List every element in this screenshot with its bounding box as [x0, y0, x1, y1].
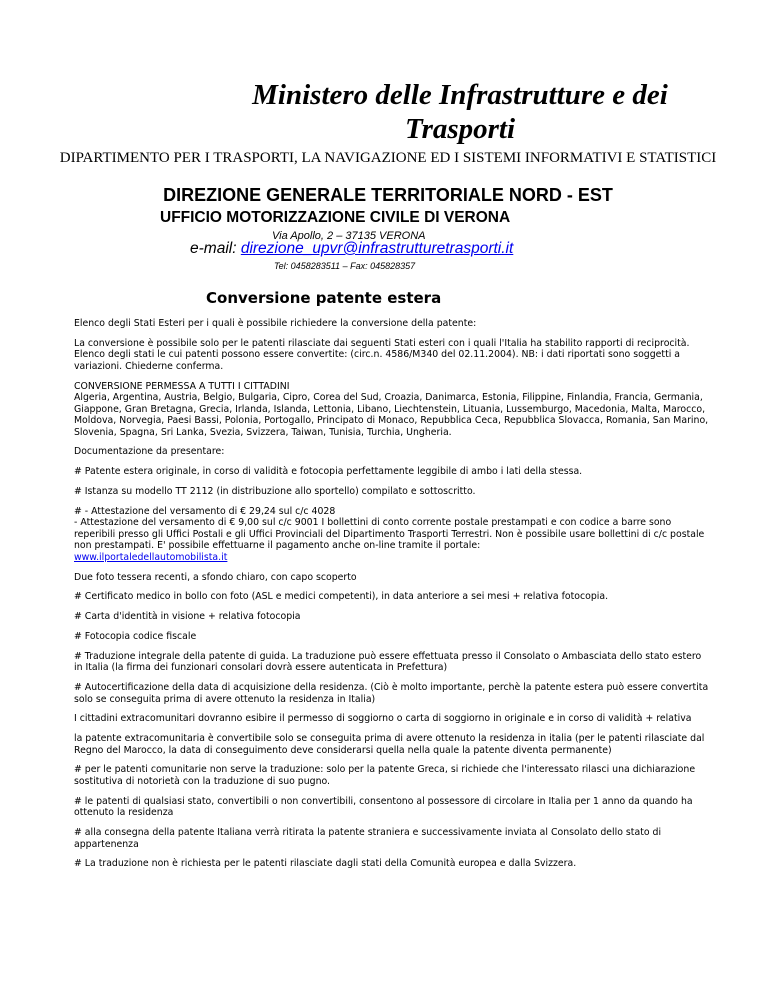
extracomunitaria-patente-paragraph: la patente extracomunitaria è convertibile solo se conseguita prima di avere ottenuto la residenza in italia (per le patenti rilasciate dal Regno del Marocco, la data di conseguimento deve considerarsi quella nella quale la patente diventa permanente) [74, 733, 705, 756]
portal-link[interactable]: www.ilportaledellautomobilista.it [74, 551, 228, 563]
item-autocertificazione: # Autocertificazione della data di acquisizione della residenza. (Ciò è molto importante, perchè la patente estera può essere convertita solo se conseguita prima di avere ottenuto la residenza in Italia) [74, 682, 709, 705]
countries-list: Algeria, Argentina, Austria, Belgio, Bulgaria, Cipro, Corea del Sud, Croazia, Danimarca, Estonia, Filippine, Finlandia, Francia, Germania, Giappone, Gran Bretagna, Grecia, Irlanda, Islanda, Lettonia, Libano, Liechtenstein, Lituania, Lussemburgo, Macedonia, Malta, Marocco, Moldova, Norvegia, Paesi Bassi, Polonia, Portogallo, Principato di Monaco, Repubblica Ceca, Repubblica Slovacca, Romania, San Marino, Slovenia, Spagna, Sri Lanka, Svezia, Svizzera, Taiwan, Tunisia, Turchia, Ungheria. [74, 392, 709, 438]
countries-heading: CONVERSIONE PERMESSA A TUTTI I CITTADINI [74, 380, 290, 392]
item-traduzione: # Traduzione integrale della patente di guida. La traduzione può essere effettuata presso il Consolato o Ambasciata dello stato estero in Italia (la firma dei funzionari consolari dovrà essere autenticata in Prefettura) [74, 650, 702, 674]
item-patente: # Patente estera originale, in corso di validità e fotocopia perfettamente leggibile di ambo i lati della stessa. [74, 466, 583, 478]
versamento-line-2: - Attestazione del versamento di € 9,00 sul c/c 9001 I bollettini di conto corrente postale prestampati e con codice a barre sono reperibili presso gli Uffici Postali e gli Uffici Provinciali del Dipartimento Trasporti Terrestri. Non è possibile usare bollettini di c/c postale non prestampati. E' possibile effettuarne il pagamento anche on-line tramite il portale: [74, 517, 705, 552]
item-certificato: # Certificato medico in bollo con foto (ASL e medici competenti), in data anteriore a sei mesi + relativa fotocopia. [74, 591, 609, 603]
note-comunitarie: # per le patenti comunitarie non serve la traduzione: solo per la patente Greca, si richiede che l'interessato rilasci una dichiarazione sostitutiva di notorietà con la traduzione di suo pugno. [74, 764, 696, 787]
note-traduzione: # La traduzione non è richiesta per le patenti rilasciate dagli stati della Comunità europea e dalla Svizzera. [74, 858, 577, 870]
docs-heading: Documentazione da presentare: [74, 446, 225, 458]
direzione-heading: DIREZIONE GENERALE TERRITORIALE NORD - EST [163, 185, 613, 205]
item-foto: Due foto tessera recenti, a sfondo chiaro, con capo scoperto [74, 571, 357, 583]
item-istanza: # Istanza su modello TT 2112 (in distribuzione allo sportello) compilato e sottoscritto. [74, 485, 476, 497]
item-codice-fiscale: # Fotocopia codice fiscale [74, 630, 197, 642]
office-address: Via Apollo, 2 – 37135 VERONA [272, 230, 426, 242]
email-label: e-mail: [190, 240, 241, 257]
versamento-line-1: # - Attestazione del versamento di € 29,24 sul c/c 4028 [74, 505, 336, 517]
ministry-title: Ministero delle Infrastrutture e dei Trasporti [252, 79, 668, 145]
document-body [74, 318, 710, 878]
item-carta-identita: # Carta d'identità in visione + relativa fotocopia [74, 611, 301, 623]
intro-paragraph: Elenco degli Stati Esteri per i quali è possibile richiedere la conversione della patente: [74, 318, 477, 329]
extracomunitari-paragraph: I cittadini extracomunitari dovranno esibire il permesso di soggiorno o carta di soggiorno in originale e in corso di validità + relativa [74, 713, 692, 725]
email-line [190, 240, 513, 258]
ufficio-heading: UFFICIO MOTORIZZAZIONE CIVILE DI VERONA [160, 209, 511, 226]
note-circolazione: # le patenti di qualsiasi stato, convertibili o non convertibili, consentono al possessore di circolare in Italia per 1 anno da quando ha ottenuto la residenza [74, 795, 693, 819]
item-versamento [74, 506, 710, 564]
department-heading: DIPARTIMENTO PER I TRASPORTI, LA NAVIGAZIONE ED I SISTEMI INFORMATIVI E STATISTICI [59, 150, 717, 166]
countries-block [74, 381, 710, 439]
phone-fax: Tel: 0458283511 – Fax: 045828357 [274, 261, 416, 271]
email-link[interactable]: direzione_upvr@infrastrutturetrasporti.it [240, 240, 514, 257]
note-consegna: # alla consegna della patente Italiana verrà ritirata la patente straniera e successivamente inviata al Consolato dello stato di appartenenza [74, 827, 662, 850]
reciprocity-paragraph: La conversione è possibile solo per le patenti rilasciate dai seguenti Stati esteri con i quali l'Italia ha stabilito rapporti di reciprocità. Elenco degli stati le cui patenti possono essere convertite: (circ.n. 4586/M340 del 02.11.2004). NB: i dati riportati sono soggetti a variazioni. Chiederne conferma. [74, 337, 690, 372]
document-title: Conversione patente estera [206, 289, 442, 307]
